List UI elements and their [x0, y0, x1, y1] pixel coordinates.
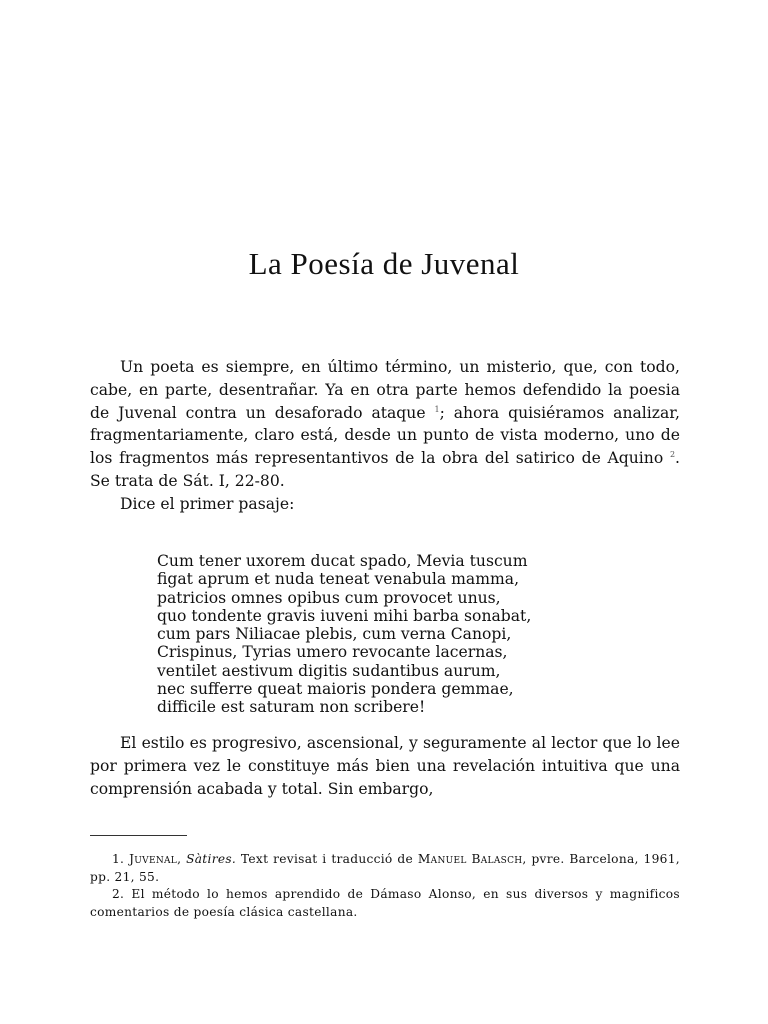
paragraph-1-text-c: . Se trata de Sát. I, 22-80.: [90, 449, 680, 490]
verse-line: cum pars Niliacae plebis, cum verna Canopi,: [157, 625, 512, 644]
footnote-1-number: 1.: [112, 852, 125, 866]
footnote-1-translator: Manuel Balasch,: [417, 852, 527, 866]
analysis-section: [90, 732, 680, 800]
footnote-2-number: 2.: [112, 887, 125, 902]
footnote-2-text: El método lo hemos aprendido de Dámaso Alonso, en sus diversos y magnificos comentarios de poesía clásica castellana.: [90, 887, 680, 919]
intro-section: [90, 356, 680, 516]
footnote-ref-2[interactable]: 2: [669, 450, 676, 460]
verse-line: difficile est saturam non scribere!: [157, 698, 426, 717]
paragraph-1-text-b: ; ahora quisiéramos analizar, fragmentariamente, claro está, desde un punto de vista moderno, uno de los fragmentos más representantivos de la obra del satirico de Aquino: [90, 403, 680, 468]
footnote-1: [90, 851, 680, 886]
verse-line: nec sufferre queat maioris pondera gemmae,: [157, 680, 514, 699]
verse-line: patricios omnes opibus cum provocet unus,: [157, 588, 501, 607]
verse-line: Cum tener uxorem ducat spado, Mevia tuscum: [157, 552, 528, 570]
page-title: La Poesía de Juvenal: [248, 246, 520, 281]
footnote-1-text: Text revisat i traducció de: [240, 852, 414, 866]
paragraph-2: Dice el primer pasaje:: [120, 494, 295, 513]
verse-line: quo tondente gravis iuveni mihi barba sonabat,: [157, 606, 532, 625]
footnote-1-rest: pvre. Barcelona, 1961, pp. 21, 55.: [90, 852, 680, 884]
verse-line: ventilet aestivum digitis sudantibus aurum,: [157, 661, 501, 680]
footnote-ref-1[interactable]: 1: [434, 404, 440, 414]
verse-line: figat aprum et nuda teneat venabula mamma,: [157, 570, 520, 589]
latin-verse-block: [157, 552, 657, 717]
verse-line: Crispinus, Tyrias umero revocante lacernas,: [157, 643, 508, 662]
paragraph-3: El estilo es progresivo, ascensional, y seguramente al lector que lo lee por primera vez le constituye más bien una revelación intuitiva que una comprensión acabada y total. Sin embargo,: [90, 734, 680, 798]
paragraph-1: [90, 356, 680, 493]
footnote-1-author: Juvenal,: [129, 852, 182, 866]
footnote-divider: [90, 835, 187, 836]
paragraph-1-text: Un poeta es siempre, en último término, un misterio, que, con todo, cabe, en parte, desentrañar. Ya en otra parte hemos defendido la poesia de Juvenal contra un desaforado ataque: [90, 358, 680, 422]
footnote-1-work: Sàtires.: [186, 852, 237, 866]
footnotes: [90, 851, 680, 921]
footnote-2: [90, 886, 680, 921]
